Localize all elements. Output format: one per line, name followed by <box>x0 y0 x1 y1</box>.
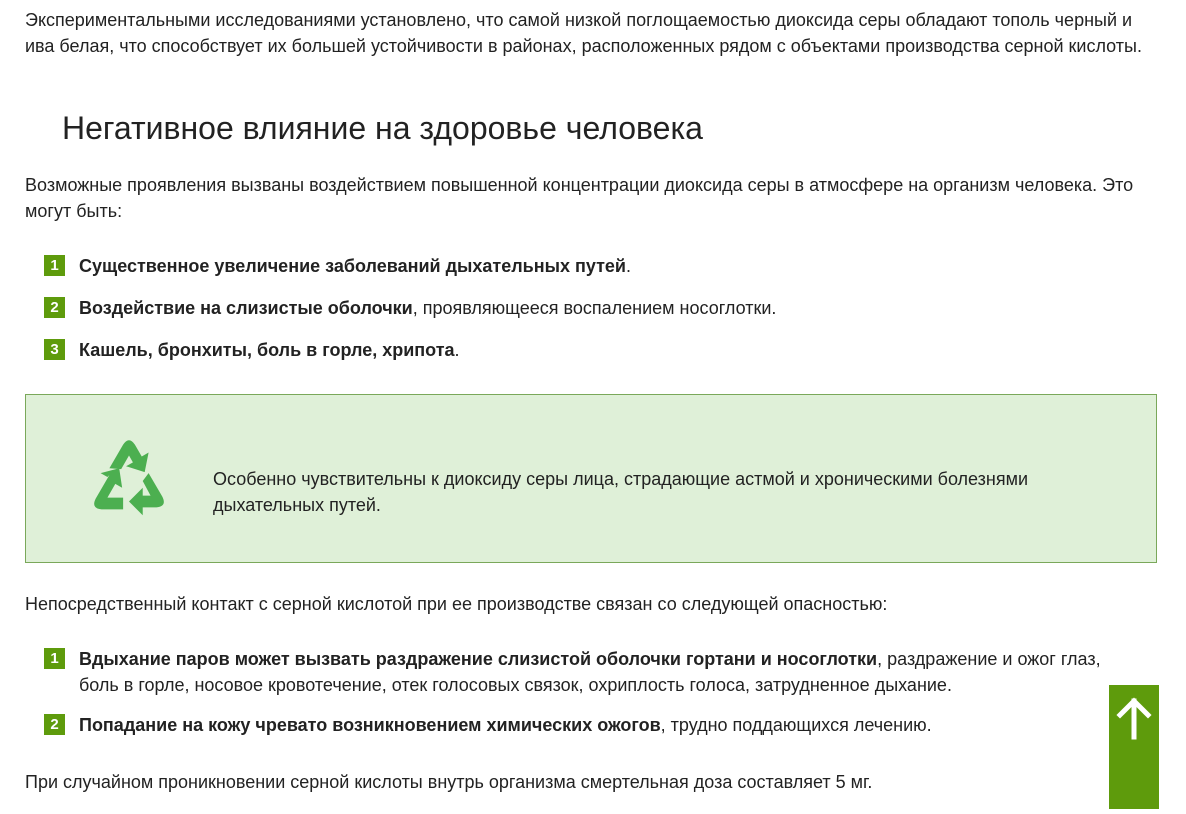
callout-box <box>25 394 1157 563</box>
scroll-to-top-button[interactable] <box>1109 685 1159 809</box>
list-item-bold: Существенное увеличение заболеваний дыхательных путей <box>79 256 626 276</box>
list-item-bold: Воздействие на слизистые оболочки <box>79 298 413 318</box>
list-item <box>44 646 1144 698</box>
list-item-bold: Вдыхание паров может вызвать раздражение слизистой оболочки гортани и носоглотки <box>79 649 878 669</box>
dose-paragraph: При случайном проникновении серной кислоты внутрь организма смертельная доза составляет 5 мг. <box>25 772 873 792</box>
list-item <box>44 295 1144 321</box>
intro-paragraph: Экспериментальными исследованиями установлено, что самой низкой поглощаемостью диоксида серы обладают тополь черный и ива белая, что способствует их большей устойчивости в районах, расположенных рядом с объектами производства серной кислоты. <box>25 10 1142 56</box>
list-number-badge: 2 <box>44 714 65 735</box>
list-item-text: . <box>625 256 631 276</box>
list-item <box>44 712 1144 738</box>
list-item-text: , трудно поддающихся лечению. <box>660 715 932 735</box>
list-number-badge: 1 <box>44 648 65 669</box>
list-item <box>44 253 1144 279</box>
callout-text: Особенно чувствительны к диоксиду серы лица, страдающие астмой и хроническими болезнями дыхательных путей. <box>213 469 1029 515</box>
list-number-badge: 3 <box>44 339 65 360</box>
list-number-badge: 2 <box>44 297 65 318</box>
list-item-bold: Попадание на кожу чревато возникновением химических ожогов <box>79 715 661 735</box>
list-item <box>44 337 1144 363</box>
recycle-icon <box>78 429 180 527</box>
contact-hazards-list <box>44 646 1144 752</box>
list-number-badge: 1 <box>44 255 65 276</box>
list-item-bold: Кашель, бронхиты, боль в горле, хрипота <box>79 340 455 360</box>
list-item-text: . <box>454 340 460 360</box>
section-heading: Негативное влияние на здоровье человека <box>62 110 703 146</box>
list-item-text: , проявляющееся воспалением носоглотки. <box>412 298 777 318</box>
effects-intro-paragraph: Возможные проявления вызваны воздействием повышенной концентрации диоксида серы в атмосфере на организм человека. Это могут быть: <box>25 175 1134 221</box>
contact-intro-paragraph: Непосредственный контакт с серной кислотой при ее производстве связан со следующей опасностью: <box>25 594 888 614</box>
health-effects-list <box>44 253 1144 379</box>
arrow-up-icon <box>1116 697 1152 741</box>
list-item-text: , раздражение и ожог глаз, боль в горле, носовое кровотечение, отек голосовых связок, охриплость голоса, затрудненное дыхание. <box>79 649 1101 695</box>
